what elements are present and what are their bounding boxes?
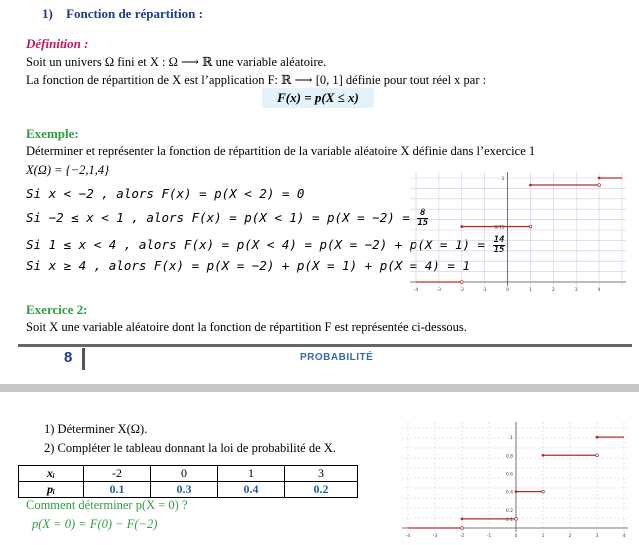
table-cell: 0.3 <box>151 482 218 498</box>
footer-title: PROBABILITÉ <box>300 352 374 363</box>
example-case-2-text: Si −2 ≤ x < 1 , alors F(x) = p(X < 1) = p(X = −2) = <box>26 210 410 225</box>
open-endpoint <box>461 527 464 530</box>
row-label-p: pᵢ <box>19 482 84 498</box>
definition-line-2: La fonction de répartition de X est l’application F: ℝ ⟶ [0, 1] définie pour tout réel x par : <box>26 73 487 87</box>
y-tick-label: 0.1 <box>505 517 513 523</box>
x-tick-label: -4 <box>413 288 419 293</box>
table-cell: 0 <box>151 466 218 482</box>
probability-law-table <box>18 465 358 498</box>
y-tick-label: 1 <box>501 177 505 182</box>
x-tick-label: -1 <box>482 288 487 293</box>
y-tick-label: 0.4 <box>505 490 513 496</box>
page-separator <box>0 384 639 392</box>
closed-endpoint <box>542 454 545 457</box>
table-cell: 1 <box>218 466 285 482</box>
example-support: X(Ω) = {−2,1,4} <box>26 163 110 177</box>
section-title: Fonction de répartition : <box>66 6 203 21</box>
exercise-2-statement: Soit X une variable aléatoire dont la fonction de répartition F est représentée ci-dessous. <box>26 320 467 334</box>
y-tick-label: 0.8 <box>505 454 513 460</box>
question-2: 2) Compléter le tableau donnant la loi de probabilité de X. <box>44 441 336 455</box>
y-tick-label: 0.6 <box>505 472 513 478</box>
x-tick-label: -2 <box>459 534 465 539</box>
closed-endpoint <box>598 177 601 180</box>
x-tick-label: 2 <box>551 288 555 293</box>
x-tick-label: 3 <box>574 288 578 293</box>
x-tick-label: 4 <box>597 288 601 293</box>
x-tick-label: 4 <box>622 534 626 539</box>
example-statement: Déterminer et représenter la fonction de répartition de la variable aléatoire X définie dans l’exercice 1 <box>26 144 536 158</box>
x-tick-label: -2 <box>459 288 465 293</box>
y-tick-label: 0.2 <box>505 508 513 514</box>
table-cell: 0.1 <box>84 482 151 498</box>
x-tick-label: 1 <box>541 534 545 539</box>
x-tick-label: -3 <box>436 288 442 293</box>
table-row-x <box>19 466 358 482</box>
footer-rule <box>18 344 632 347</box>
x-tick-label: 3 <box>595 534 599 539</box>
x-tick-label: 0 <box>506 288 509 293</box>
x-tick-label: -4 <box>405 534 411 539</box>
page-number: 8 <box>64 349 73 366</box>
example-case-1: Si x < −2 , alors F(x) = p(X < 2) = 0 <box>26 186 305 201</box>
y-tick-label: 1 <box>510 436 513 442</box>
definition-line-1: Soit un univers Ω fini et X : Ω ⟶ ℝ une variable aléatoire. <box>26 55 327 69</box>
open-endpoint <box>515 518 518 521</box>
table-cell: -2 <box>84 466 151 482</box>
closed-endpoint <box>529 184 532 187</box>
row-label-x: xᵢ <box>19 466 84 482</box>
open-endpoint <box>460 281 463 284</box>
fraction-numerator: 8 <box>417 209 428 219</box>
exercise-2-title: Exercice 2: <box>26 302 88 317</box>
example-case-2 <box>26 209 428 228</box>
example-case-3-text: Si 1 ≤ x < 4 , alors F(x) = p(X < 4) = p(X = −2) + p(X = 1) = <box>26 237 486 252</box>
closed-endpoint <box>460 225 463 228</box>
closed-endpoint <box>461 518 464 521</box>
question-1: 1) Déterminer X(Ω). <box>44 422 148 436</box>
example-cdf-chart <box>406 162 628 294</box>
example-title: Exemple: <box>26 126 79 141</box>
open-endpoint <box>529 225 532 228</box>
hint-question: Comment déterminer p(X = 0) ? <box>26 498 188 512</box>
x-tick-label: -3 <box>432 534 438 539</box>
table-cell: 0.2 <box>285 482 358 498</box>
exercise-cdf-chart <box>394 414 632 542</box>
table-row-p <box>19 482 358 498</box>
section-number: 1) <box>42 6 53 21</box>
x-tick-label: 2 <box>568 534 572 539</box>
closed-endpoint <box>596 436 599 439</box>
open-endpoint <box>596 454 599 457</box>
x-tick-label: -1 <box>486 534 492 539</box>
open-endpoint <box>542 490 545 493</box>
table-cell: 0.4 <box>218 482 285 498</box>
table-cell: 3 <box>285 466 358 482</box>
y-tick-label: 8/15 <box>494 225 505 231</box>
page-number-bar <box>82 348 85 370</box>
x-tick-label: 0 <box>514 534 518 539</box>
definition-formula: F(x) = p(X ≤ x) <box>262 88 374 108</box>
closed-endpoint <box>515 490 518 493</box>
section-heading <box>42 6 203 22</box>
fraction-numerator: 14 <box>493 235 505 245</box>
x-tick-label: 1 <box>529 288 532 293</box>
hint-answer: p(X = 0) = F(0) − F(−2) <box>32 517 158 531</box>
definition-title: Définition : <box>26 36 89 51</box>
fraction-denominator: 15 <box>493 245 505 255</box>
example-case-4: Si x ≥ 4 , alors F(x) = p(X = −2) + p(X = 1) + p(X = 4) = 1 <box>26 258 471 273</box>
open-endpoint <box>598 184 601 187</box>
fraction-denominator: 15 <box>417 218 429 228</box>
